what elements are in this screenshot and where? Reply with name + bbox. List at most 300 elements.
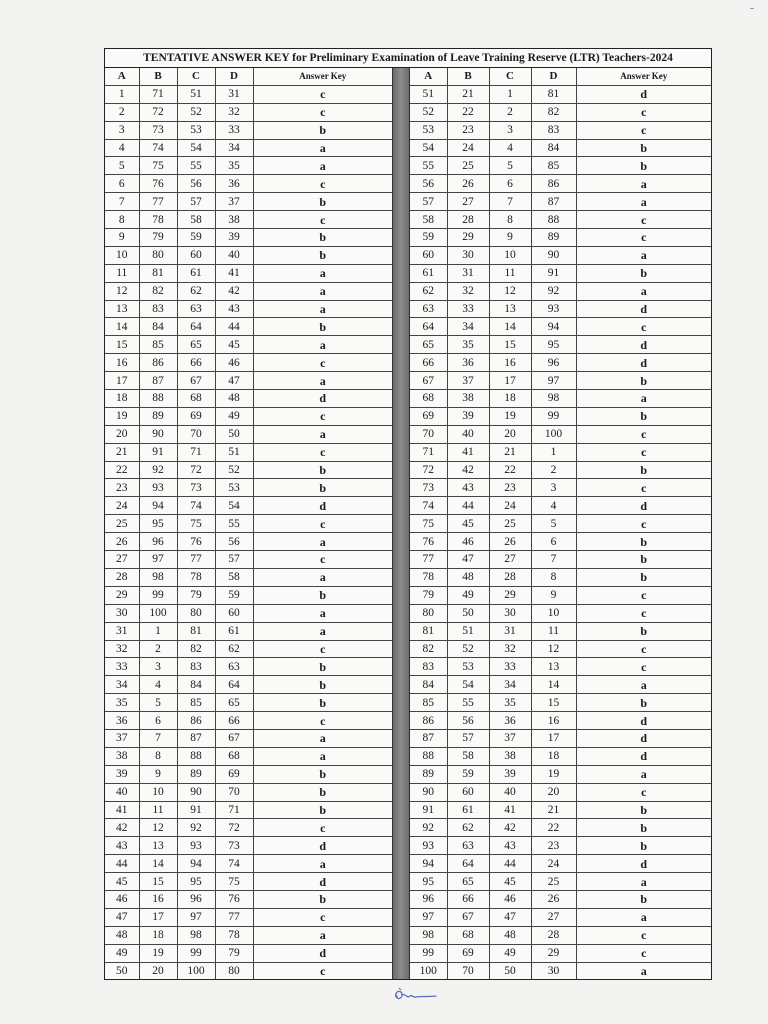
cell-b: 55 xyxy=(447,694,489,712)
cell-a: 46 xyxy=(105,890,139,908)
table-row xyxy=(410,551,711,569)
document-title: TENTATIVE ANSWER KEY for Preliminary Examination of Leave Training Reserve (LTR) Teachers-2024 xyxy=(105,49,711,68)
cell-a: 32 xyxy=(105,640,139,658)
table-row xyxy=(105,783,392,801)
cell-b: 56 xyxy=(447,712,489,730)
cell-answer: d xyxy=(253,944,392,962)
cell-answer: a xyxy=(253,855,392,873)
cell-a: 67 xyxy=(410,372,447,390)
cell-b: 17 xyxy=(139,908,177,926)
cell-a: 35 xyxy=(105,694,139,712)
column-header-a: A xyxy=(105,68,139,85)
cell-a: 8 xyxy=(105,211,139,229)
cell-d: 33 xyxy=(215,121,253,139)
cell-answer: d xyxy=(576,336,711,354)
cell-b: 70 xyxy=(447,962,489,979)
cell-b: 42 xyxy=(447,461,489,479)
cell-a: 43 xyxy=(105,837,139,855)
cell-c: 39 xyxy=(489,765,531,783)
cell-d: 67 xyxy=(215,729,253,747)
cell-b: 13 xyxy=(139,837,177,855)
cell-d: 66 xyxy=(215,712,253,730)
cell-b: 12 xyxy=(139,819,177,837)
column-header-d: D xyxy=(215,68,253,85)
cell-answer: d xyxy=(576,729,711,747)
cell-d: 81 xyxy=(531,85,576,103)
cell-a: 57 xyxy=(410,193,447,211)
cell-a: 86 xyxy=(410,712,447,730)
cell-answer: c xyxy=(576,658,711,676)
table-row xyxy=(105,461,392,479)
cell-answer: b xyxy=(576,264,711,282)
table-row xyxy=(410,300,711,318)
cell-d: 58 xyxy=(215,568,253,586)
cell-answer: b xyxy=(253,121,392,139)
cell-b: 37 xyxy=(447,372,489,390)
cell-a: 50 xyxy=(105,962,139,979)
cell-c: 69 xyxy=(177,407,215,425)
table-row xyxy=(410,873,711,891)
cell-b: 63 xyxy=(447,837,489,855)
cell-answer: c xyxy=(576,604,711,622)
cell-a: 17 xyxy=(105,372,139,390)
cell-d: 87 xyxy=(531,193,576,211)
cell-c: 16 xyxy=(489,354,531,372)
cell-b: 43 xyxy=(447,479,489,497)
cell-d: 86 xyxy=(531,175,576,193)
cell-answer: d xyxy=(576,712,711,730)
cell-b: 92 xyxy=(139,461,177,479)
cell-c: 64 xyxy=(177,318,215,336)
cell-a: 18 xyxy=(105,390,139,408)
cell-answer: a xyxy=(576,282,711,300)
cell-answer: b xyxy=(253,318,392,336)
table-row xyxy=(410,962,711,979)
cell-a: 30 xyxy=(105,604,139,622)
cell-d: 23 xyxy=(531,837,576,855)
cell-a: 78 xyxy=(410,568,447,586)
table-row xyxy=(410,229,711,247)
cell-b: 85 xyxy=(139,336,177,354)
table-row xyxy=(105,479,392,497)
cell-a: 51 xyxy=(410,85,447,103)
cell-b: 28 xyxy=(447,211,489,229)
cell-d: 54 xyxy=(215,497,253,515)
table-row xyxy=(105,837,392,855)
cell-b: 6 xyxy=(139,712,177,730)
cell-b: 90 xyxy=(139,425,177,443)
table-row xyxy=(410,837,711,855)
cell-c: 41 xyxy=(489,801,531,819)
table-row xyxy=(105,694,392,712)
cell-c: 56 xyxy=(177,175,215,193)
table-row xyxy=(105,747,392,765)
cell-d: 13 xyxy=(531,658,576,676)
cell-b: 77 xyxy=(139,193,177,211)
cell-answer: d xyxy=(253,390,392,408)
cell-b: 65 xyxy=(447,873,489,891)
cell-c: 7 xyxy=(489,193,531,211)
table-row xyxy=(410,586,711,604)
cell-a: 29 xyxy=(105,586,139,604)
table-row xyxy=(105,354,392,372)
cell-a: 39 xyxy=(105,765,139,783)
cell-a: 81 xyxy=(410,622,447,640)
cell-d: 47 xyxy=(215,372,253,390)
cell-b: 9 xyxy=(139,765,177,783)
cell-a: 64 xyxy=(410,318,447,336)
cell-d: 16 xyxy=(531,712,576,730)
table-row xyxy=(105,246,392,264)
cell-a: 63 xyxy=(410,300,447,318)
cell-b: 46 xyxy=(447,533,489,551)
table-row xyxy=(410,175,711,193)
cell-c: 19 xyxy=(489,407,531,425)
table-row xyxy=(410,658,711,676)
cell-d: 4 xyxy=(531,497,576,515)
cell-c: 40 xyxy=(489,783,531,801)
cell-d: 83 xyxy=(531,121,576,139)
table-row xyxy=(410,568,711,586)
cell-d: 45 xyxy=(215,336,253,354)
table-row xyxy=(410,85,711,103)
table-row xyxy=(105,175,392,193)
table-row xyxy=(105,962,392,979)
cell-d: 80 xyxy=(215,962,253,979)
cell-b: 30 xyxy=(447,246,489,264)
cell-d: 14 xyxy=(531,676,576,694)
cell-c: 44 xyxy=(489,855,531,873)
table-header-row xyxy=(410,68,711,85)
cell-d: 46 xyxy=(215,354,253,372)
cell-d: 70 xyxy=(215,783,253,801)
table-row xyxy=(105,712,392,730)
cell-c: 15 xyxy=(489,336,531,354)
cell-d: 94 xyxy=(531,318,576,336)
cell-c: 2 xyxy=(489,103,531,121)
cell-answer: d xyxy=(576,354,711,372)
cell-b: 96 xyxy=(139,533,177,551)
cell-d: 55 xyxy=(215,515,253,533)
cell-c: 78 xyxy=(177,568,215,586)
cell-c: 34 xyxy=(489,676,531,694)
table-row xyxy=(410,139,711,157)
cell-answer: a xyxy=(576,193,711,211)
cell-b: 15 xyxy=(139,873,177,891)
cell-c: 48 xyxy=(489,926,531,944)
cell-a: 69 xyxy=(410,407,447,425)
cell-a: 61 xyxy=(410,264,447,282)
cell-c: 67 xyxy=(177,372,215,390)
cell-c: 26 xyxy=(489,533,531,551)
cell-c: 96 xyxy=(177,890,215,908)
cell-a: 12 xyxy=(105,282,139,300)
cell-a: 38 xyxy=(105,747,139,765)
cell-d: 69 xyxy=(215,765,253,783)
cell-b: 81 xyxy=(139,264,177,282)
cell-b: 57 xyxy=(447,729,489,747)
cell-b: 91 xyxy=(139,443,177,461)
table-header-row xyxy=(105,68,392,85)
cell-a: 25 xyxy=(105,515,139,533)
table-row xyxy=(410,103,711,121)
cell-b: 38 xyxy=(447,390,489,408)
cell-d: 91 xyxy=(531,264,576,282)
table-row xyxy=(410,694,711,712)
cell-c: 35 xyxy=(489,694,531,712)
cell-answer: c xyxy=(576,479,711,497)
column-header-c: C xyxy=(489,68,531,85)
cell-a: 84 xyxy=(410,676,447,694)
cell-answer: c xyxy=(576,121,711,139)
cell-b: 19 xyxy=(139,944,177,962)
table-row xyxy=(105,551,392,569)
column-header-b: B xyxy=(139,68,177,85)
cell-a: 58 xyxy=(410,211,447,229)
cell-answer: a xyxy=(253,372,392,390)
table-row xyxy=(410,443,711,461)
cell-a: 1 xyxy=(105,85,139,103)
cell-answer: c xyxy=(253,407,392,425)
cell-d: 93 xyxy=(531,300,576,318)
cell-d: 21 xyxy=(531,801,576,819)
cell-d: 39 xyxy=(215,229,253,247)
cell-d: 43 xyxy=(215,300,253,318)
table-row xyxy=(410,157,711,175)
cell-d: 26 xyxy=(531,890,576,908)
table-row xyxy=(105,193,392,211)
cell-b: 72 xyxy=(139,103,177,121)
cell-answer: a xyxy=(576,765,711,783)
table-row xyxy=(105,425,392,443)
table-row xyxy=(410,282,711,300)
cell-b: 47 xyxy=(447,551,489,569)
cell-answer: c xyxy=(253,211,392,229)
cell-b: 84 xyxy=(139,318,177,336)
cell-d: 17 xyxy=(531,729,576,747)
cell-a: 48 xyxy=(105,926,139,944)
cell-c: 77 xyxy=(177,551,215,569)
table-row xyxy=(410,372,711,390)
cell-d: 56 xyxy=(215,533,253,551)
cell-b: 62 xyxy=(447,819,489,837)
cell-answer: a xyxy=(253,264,392,282)
cell-answer: b xyxy=(576,837,711,855)
cell-d: 10 xyxy=(531,604,576,622)
cell-d: 98 xyxy=(531,390,576,408)
cell-d: 6 xyxy=(531,533,576,551)
cell-b: 24 xyxy=(447,139,489,157)
column-header-b: B xyxy=(447,68,489,85)
table-row xyxy=(105,407,392,425)
table-row xyxy=(410,354,711,372)
cell-answer: a xyxy=(253,568,392,586)
cell-answer: d xyxy=(576,497,711,515)
cell-answer: c xyxy=(576,229,711,247)
table-row xyxy=(105,604,392,622)
cell-b: 86 xyxy=(139,354,177,372)
cell-b: 2 xyxy=(139,640,177,658)
cell-answer: a xyxy=(253,926,392,944)
cell-d: 77 xyxy=(215,908,253,926)
table-row xyxy=(105,801,392,819)
cell-d: 96 xyxy=(531,354,576,372)
cell-answer: a xyxy=(253,747,392,765)
cell-answer: b xyxy=(253,765,392,783)
cell-c: 75 xyxy=(177,515,215,533)
cell-c: 97 xyxy=(177,908,215,926)
cell-a: 65 xyxy=(410,336,447,354)
cell-c: 12 xyxy=(489,282,531,300)
table-row xyxy=(105,229,392,247)
cell-a: 54 xyxy=(410,139,447,157)
cell-d: 60 xyxy=(215,604,253,622)
table-row xyxy=(410,425,711,443)
cell-a: 82 xyxy=(410,640,447,658)
cell-answer: d xyxy=(253,837,392,855)
cell-b: 73 xyxy=(139,121,177,139)
cell-answer: b xyxy=(576,551,711,569)
cell-a: 85 xyxy=(410,694,447,712)
cell-answer: a xyxy=(253,729,392,747)
cell-d: 65 xyxy=(215,694,253,712)
cell-b: 78 xyxy=(139,211,177,229)
table-row xyxy=(105,676,392,694)
cell-c: 47 xyxy=(489,908,531,926)
cell-answer: b xyxy=(576,890,711,908)
cell-d: 22 xyxy=(531,819,576,837)
cell-a: 92 xyxy=(410,819,447,837)
cell-answer: c xyxy=(253,515,392,533)
cell-d: 64 xyxy=(215,676,253,694)
table-row xyxy=(410,712,711,730)
cell-d: 41 xyxy=(215,264,253,282)
cell-b: 25 xyxy=(447,157,489,175)
cell-c: 85 xyxy=(177,694,215,712)
cell-a: 99 xyxy=(410,944,447,962)
cell-answer: b xyxy=(253,694,392,712)
cell-b: 29 xyxy=(447,229,489,247)
cell-a: 20 xyxy=(105,425,139,443)
cell-answer: c xyxy=(253,103,392,121)
cell-d: 100 xyxy=(531,425,576,443)
cell-c: 86 xyxy=(177,712,215,730)
cell-answer: a xyxy=(253,157,392,175)
cell-d: 7 xyxy=(531,551,576,569)
cell-b: 16 xyxy=(139,890,177,908)
signature-scribble xyxy=(390,985,438,1007)
cell-d: 48 xyxy=(215,390,253,408)
cell-a: 59 xyxy=(410,229,447,247)
column-divider xyxy=(392,68,410,979)
cell-c: 4 xyxy=(489,139,531,157)
cell-d: 12 xyxy=(531,640,576,658)
cell-d: 31 xyxy=(215,85,253,103)
cell-b: 89 xyxy=(139,407,177,425)
cell-d: 27 xyxy=(531,908,576,926)
cell-c: 93 xyxy=(177,837,215,855)
cell-c: 95 xyxy=(177,873,215,891)
table-row xyxy=(105,568,392,586)
table-row xyxy=(410,729,711,747)
cell-d: 49 xyxy=(215,407,253,425)
cell-answer: b xyxy=(253,783,392,801)
cell-answer: c xyxy=(576,443,711,461)
cell-a: 42 xyxy=(105,819,139,837)
table-row xyxy=(410,497,711,515)
cell-answer: a xyxy=(253,300,392,318)
cell-b: 61 xyxy=(447,801,489,819)
cell-answer: b xyxy=(253,658,392,676)
cell-c: 42 xyxy=(489,819,531,837)
cell-answer: d xyxy=(576,300,711,318)
cell-c: 90 xyxy=(177,783,215,801)
cell-a: 75 xyxy=(410,515,447,533)
table-row xyxy=(410,908,711,926)
cell-a: 98 xyxy=(410,926,447,944)
cell-d: 15 xyxy=(531,694,576,712)
cell-c: 13 xyxy=(489,300,531,318)
cell-d: 32 xyxy=(215,103,253,121)
cell-answer: b xyxy=(253,193,392,211)
table-row xyxy=(105,264,392,282)
cell-c: 62 xyxy=(177,282,215,300)
cell-a: 40 xyxy=(105,783,139,801)
cell-c: 88 xyxy=(177,747,215,765)
table-row xyxy=(410,121,711,139)
table-row xyxy=(105,300,392,318)
cell-b: 35 xyxy=(447,336,489,354)
cell-c: 81 xyxy=(177,622,215,640)
cell-d: 42 xyxy=(215,282,253,300)
table-row xyxy=(105,855,392,873)
table-row xyxy=(105,282,392,300)
cell-c: 23 xyxy=(489,479,531,497)
cell-a: 55 xyxy=(410,157,447,175)
table-row xyxy=(410,890,711,908)
cell-b: 100 xyxy=(139,604,177,622)
cell-answer: b xyxy=(576,694,711,712)
table-row xyxy=(410,318,711,336)
cell-a: 14 xyxy=(105,318,139,336)
cell-c: 94 xyxy=(177,855,215,873)
cell-b: 40 xyxy=(447,425,489,443)
cell-a: 28 xyxy=(105,568,139,586)
cell-a: 15 xyxy=(105,336,139,354)
cell-c: 83 xyxy=(177,658,215,676)
table-row xyxy=(105,390,392,408)
cell-c: 6 xyxy=(489,175,531,193)
cell-a: 53 xyxy=(410,121,447,139)
cell-a: 45 xyxy=(105,873,139,891)
cell-a: 41 xyxy=(105,801,139,819)
cell-d: 9 xyxy=(531,586,576,604)
cell-b: 33 xyxy=(447,300,489,318)
column-header-d: D xyxy=(531,68,576,85)
cell-d: 89 xyxy=(531,229,576,247)
cell-a: 96 xyxy=(410,890,447,908)
cell-d: 88 xyxy=(531,211,576,229)
cell-b: 79 xyxy=(139,229,177,247)
cell-b: 21 xyxy=(447,85,489,103)
cell-answer: d xyxy=(576,855,711,873)
cell-d: 29 xyxy=(531,944,576,962)
cell-c: 5 xyxy=(489,157,531,175)
cell-b: 5 xyxy=(139,694,177,712)
cell-b: 32 xyxy=(447,282,489,300)
cell-a: 100 xyxy=(410,962,447,979)
cell-b: 97 xyxy=(139,551,177,569)
